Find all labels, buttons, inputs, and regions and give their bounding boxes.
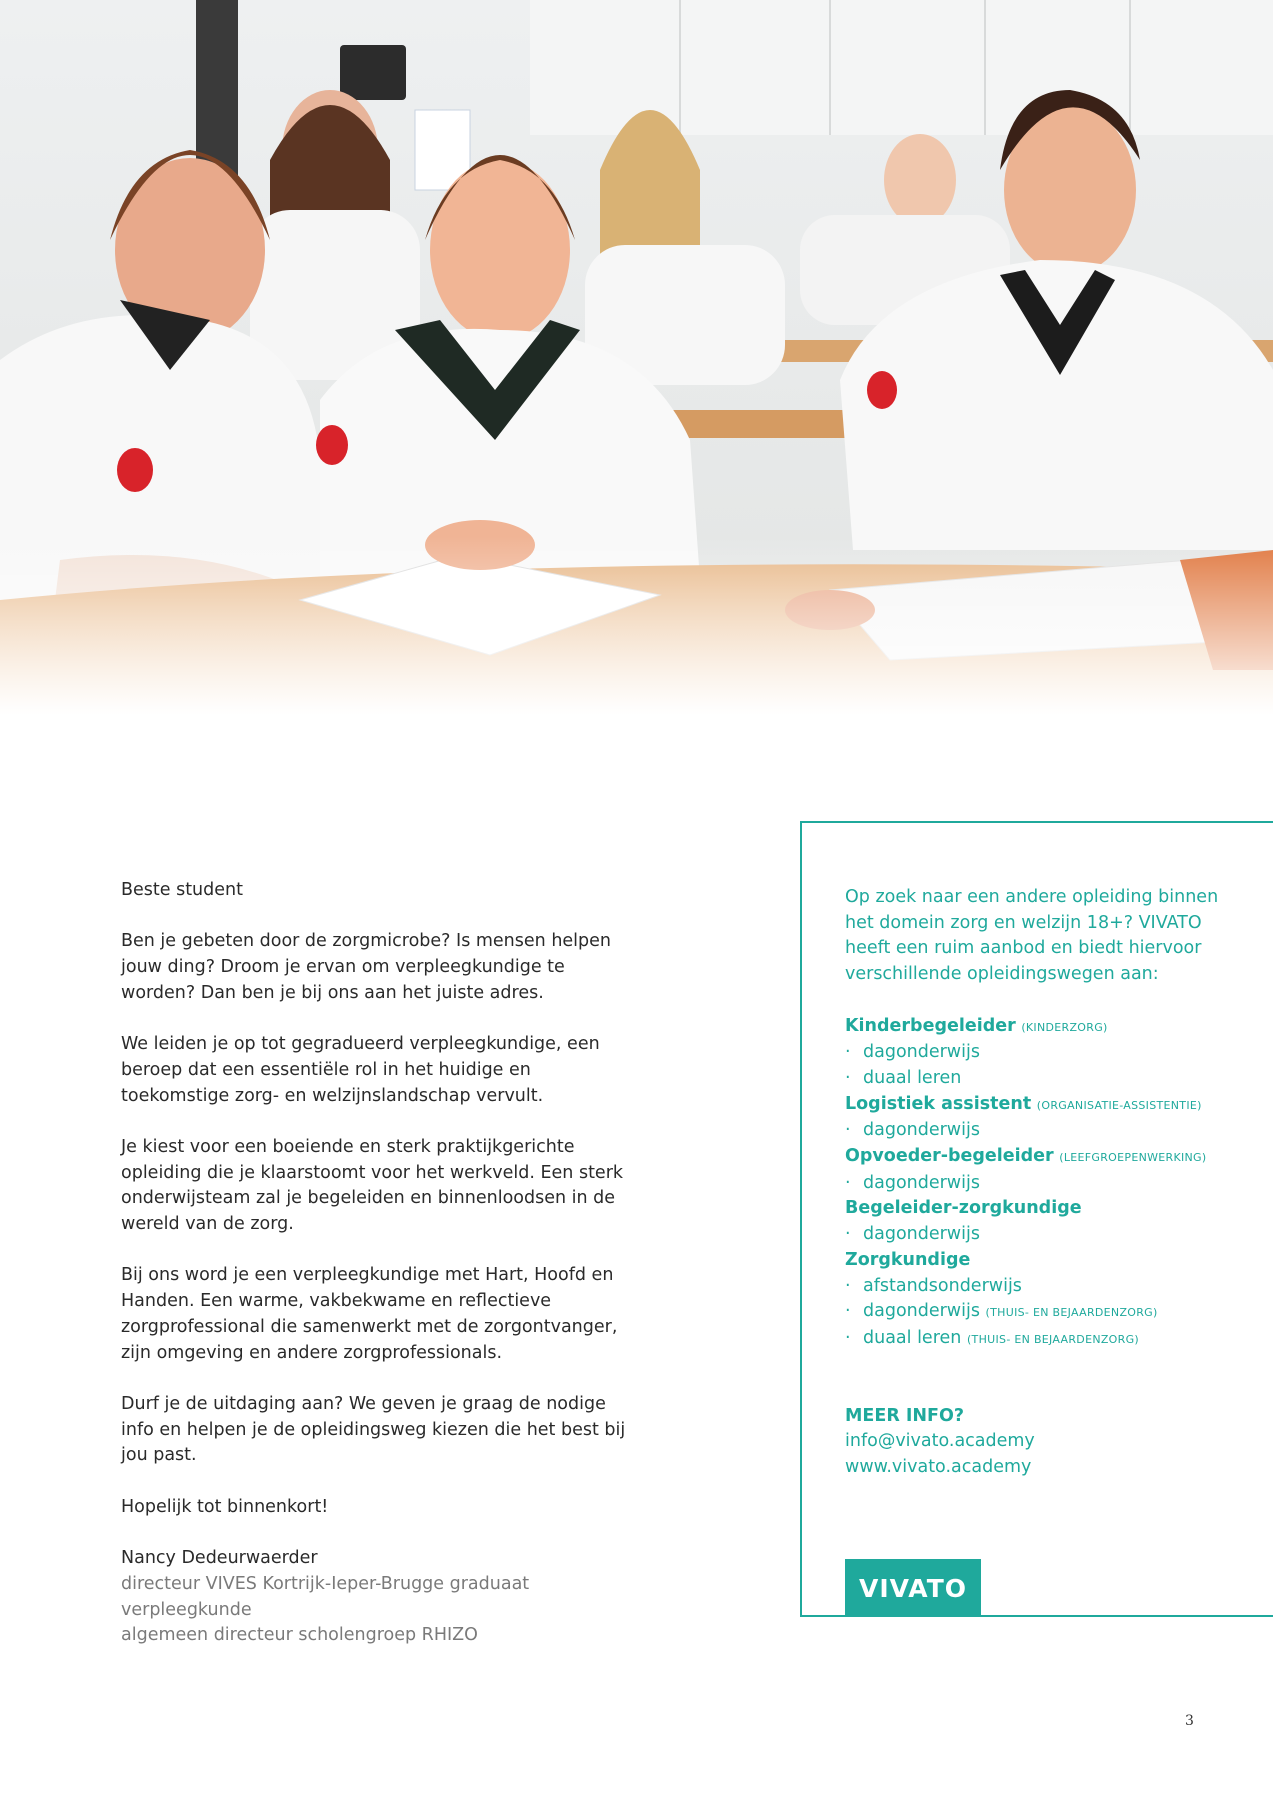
bullet-icon: ·: [845, 1275, 851, 1296]
course-title: Begeleider-zorgkundige: [845, 1198, 1082, 1219]
info-intro: Op zoek naar een andere opleiding binnen het domein zorg en welzijn 18+? VIVATO heeft een ruim aanbod en biedt hiervoor verschillende opleidingswegen aan:: [845, 887, 1219, 985]
course-heading: [845, 1248, 1245, 1274]
course-title: Opvoeder-begeleider: [845, 1146, 1054, 1167]
bullet-icon: ·: [845, 1224, 851, 1245]
vivato-info-box: [800, 821, 1273, 1617]
course-option-label: dagonderwijs: [863, 1120, 980, 1141]
course-option-label: duaal leren: [863, 1067, 962, 1088]
letter-paragraph-3: Je kiest voor een boeiende en sterk praktijkgerichte opleiding die je klaarstoomt voor het werkveld. Een sterk onderwijsteam zal je begeleiden en binnenloodsen in de wereld van de zorg.: [121, 1136, 624, 1235]
letter-greeting: Beste student: [121, 880, 243, 900]
bullet-icon: ·: [845, 1172, 851, 1193]
course-option: [845, 1326, 1245, 1353]
letter-paragraph-2: We leiden je op tot gegradueerd verpleegkundige, een beroep dat een essentiële rol in het huidige en toekomstige zorg- en welzijnslandschap vervult.: [121, 1034, 600, 1106]
course-option: [845, 1171, 1245, 1197]
course-option: [845, 1299, 1245, 1326]
letter-paragraph-5: Durf je de uitdaging aan? We geven je graag de nodige info en helpen je de opleidingsweg kiezen die het best bij jou past.: [121, 1393, 626, 1466]
course-option-label: dagonderwijs: [863, 1042, 980, 1063]
course-option-note: (THUIS- EN BEJAARDENZORG): [966, 1332, 1140, 1346]
course-heading: [845, 1144, 1245, 1171]
bullet-icon: ·: [845, 1042, 851, 1063]
letter-paragraph-4: Bij ons word je een verpleegkundige met Hart, Hoofd en Handen. Een warme, vakbekwame en reflectieve zorgprofessional die samenwerkt met de zorgontvanger, zijn omgeving en andere zorgprofessionals.: [121, 1265, 618, 1363]
page-number: 3: [1185, 1713, 1194, 1729]
letter: [121, 878, 641, 1649]
course-option-label: afstandsonderwijs: [863, 1275, 1022, 1296]
course-note: (LEEFGROEPENWERKING): [1059, 1151, 1207, 1165]
course-option-label: dagonderwijs: [863, 1224, 980, 1245]
course-note: (ORGANISATIE-ASSISTENTIE): [1036, 1098, 1202, 1112]
more-info-title: MEER INFO?: [845, 1405, 965, 1426]
bullet-icon: ·: [845, 1327, 851, 1348]
course-option-label: dagonderwijs: [863, 1172, 980, 1193]
info-email-link[interactable]: info@vivato.academy: [845, 1431, 1035, 1452]
classroom-students-illustration: [0, 0, 1273, 715]
info-website-link[interactable]: www.vivato.academy: [845, 1457, 1032, 1478]
course-title: Logistiek assistent: [845, 1093, 1032, 1114]
signature-role-2: algemeen directeur scholengroep RHIZO: [121, 1625, 478, 1646]
course-option: [845, 1222, 1245, 1248]
bullet-icon: ·: [845, 1301, 851, 1322]
course-list: [845, 1014, 1245, 1353]
course-option-label: duaal leren: [863, 1327, 962, 1348]
course-heading: [845, 1014, 1245, 1041]
bullet-icon: ·: [845, 1067, 851, 1088]
course-option-label: dagonderwijs: [863, 1301, 980, 1322]
letter-paragraph-1: Ben je gebeten door de zorgmicrobe? Is mensen helpen jouw ding? Droom je ervan om verpleegkundige te worden? Dan ben je bij ons aan het juiste adres.: [121, 931, 611, 1003]
signature-role-1: directeur VIVES Kortrijk-Ieper-Brugge graduaat verpleegkunde: [121, 1573, 530, 1620]
course-title: Zorgkundige: [845, 1249, 971, 1270]
course-title: Kinderbegeleider: [845, 1015, 1016, 1036]
course-option: [845, 1040, 1245, 1066]
signature-name: Nancy Dedeurwaerder: [121, 1548, 318, 1569]
course-option: [845, 1118, 1245, 1144]
hero-photo: [0, 0, 1273, 715]
course-option: [845, 1274, 1245, 1300]
bullet-icon: ·: [845, 1120, 851, 1141]
course-option-note: (THUIS- EN BEJAARDENZORG): [985, 1306, 1158, 1320]
course-option: [845, 1066, 1245, 1092]
course-heading: [845, 1196, 1245, 1222]
course-note: (KINDERZORG): [1021, 1020, 1108, 1034]
letter-closing: Hopelijk tot binnenkort!: [121, 1496, 329, 1517]
course-heading: [845, 1092, 1245, 1119]
vivato-logo: VIVATO: [845, 1559, 981, 1617]
